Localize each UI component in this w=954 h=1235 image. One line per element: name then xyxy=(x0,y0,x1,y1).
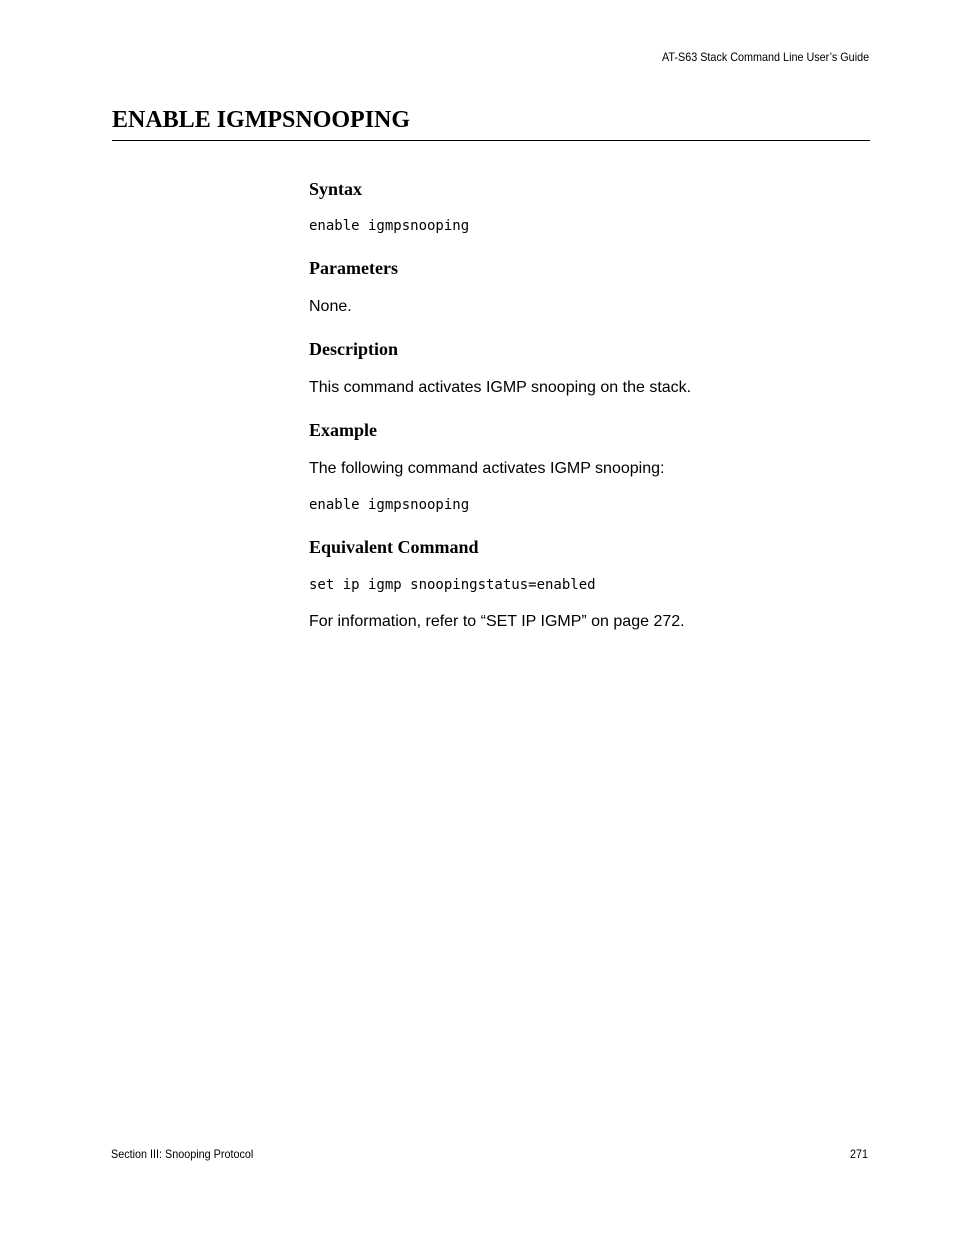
example-heading: Example xyxy=(309,420,378,440)
example-code: enable igmpsnooping xyxy=(309,497,470,513)
parameters-heading: Parameters xyxy=(309,258,398,278)
example-text: The following command activates IGMP snooping: xyxy=(309,460,665,477)
parameters-text: None. xyxy=(309,298,352,315)
equivalent-command-reference: For information, refer to “SET IP IGMP” on page 272. xyxy=(309,613,685,630)
description-heading: Description xyxy=(309,339,398,359)
footer-section: Section III: Snooping Protocol xyxy=(111,1147,254,1161)
title-divider xyxy=(112,140,870,141)
equivalent-command-code: set ip igmp snoopingstatus=enabled xyxy=(309,577,596,593)
syntax-code: enable igmpsnooping xyxy=(309,218,470,234)
page-title: ENABLE IGMPSNOOPING xyxy=(112,107,411,133)
footer-page-number: 271 xyxy=(849,1147,868,1161)
description-text: This command activates IGMP snooping on the stack. xyxy=(309,379,692,396)
syntax-heading: Syntax xyxy=(309,179,363,199)
equivalent-command-heading: Equivalent Command xyxy=(309,537,479,557)
running-header: AT-S63 Stack Command Line User’s Guide xyxy=(661,50,869,64)
